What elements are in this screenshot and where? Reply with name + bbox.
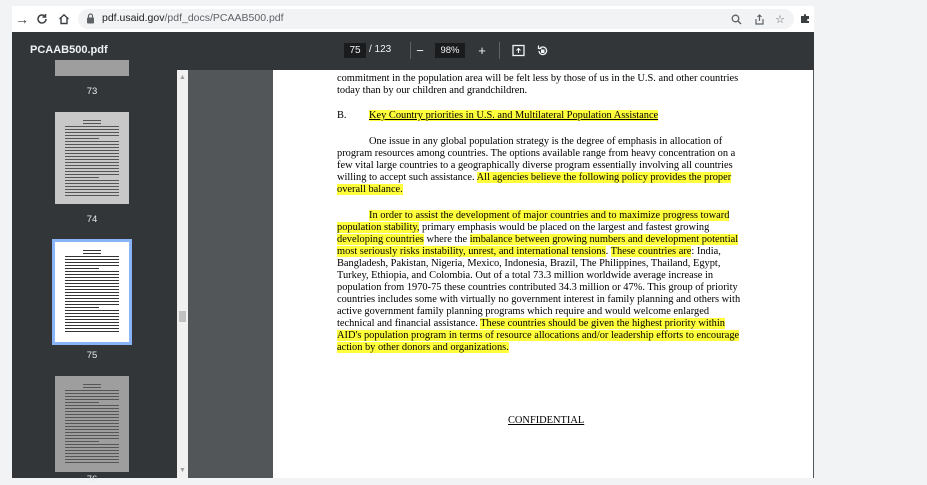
thumbnail-text-line (65, 186, 119, 187)
thumbnail-text-line (65, 283, 119, 284)
text-line: few vital large countries to a geographically diverse program essentially involving all countries (337, 160, 733, 171)
text-span: : India, (691, 246, 721, 257)
thumbnail-text-line (65, 432, 119, 433)
thumbnail-text-line (65, 331, 119, 332)
sidebar-scrollbar[interactable] (177, 70, 188, 478)
share-icon[interactable] (751, 11, 767, 27)
zoom-out-button[interactable]: − (416, 42, 424, 58)
thumbnail-text-line (65, 295, 119, 296)
highlight: imbalance between growing numbers and development potential (469, 234, 739, 245)
thumbnail-text-line (65, 298, 119, 299)
text-span: willing to accept such assistance. (337, 172, 477, 183)
text-line (369, 210, 729, 222)
thumbnail-label: 73 (86, 86, 98, 97)
thumbnail-text-line (65, 414, 119, 415)
thumbnail-text-line (65, 168, 119, 169)
thumbnail-text-line (65, 192, 119, 193)
thumbnail-text-line (65, 444, 119, 445)
text-line: Bangladesh, Pakistan, Nigeria, Mexico, Indonesia, Brazil, The Philippines, Thailand, Egypt, (337, 258, 721, 269)
thumbnail-text-line (83, 250, 101, 251)
thumbnail-text-line (83, 123, 101, 124)
thumbnail-text-line (65, 411, 119, 412)
address-bar-row (12, 6, 814, 32)
text-line (337, 172, 731, 184)
thumbnail-text-line (65, 399, 119, 400)
thumbnail-text-line (65, 262, 119, 263)
thumbnail-text-line (65, 135, 119, 136)
thumbnail-text-line (83, 384, 101, 385)
scrollbar-thumb[interactable] (179, 311, 186, 322)
thumbnail-text-line (65, 274, 119, 275)
thumbnail-text-line (65, 147, 119, 148)
thumbnail-text-line (65, 259, 119, 260)
thumbnail-text-line (83, 120, 101, 121)
thumbnail-text-line (65, 405, 119, 406)
thumbnail-text-line (65, 174, 119, 175)
thumbnail-sidebar (12, 70, 188, 485)
document-area (188, 70, 814, 478)
thumbnail-text-line (65, 438, 119, 439)
rotate-icon[interactable] (533, 41, 551, 59)
thumbnail-text-line (65, 301, 119, 302)
text-line (337, 342, 509, 354)
thumbnail-text-line (83, 253, 101, 254)
omnibox[interactable] (78, 9, 794, 29)
thumbnail-text-line (65, 265, 119, 266)
text-line (337, 246, 721, 258)
thumbnail-page-74[interactable] (55, 112, 129, 204)
thumbnail-text-line (65, 183, 119, 184)
pdf-toolbar (12, 32, 814, 70)
thumbnail-text-line (65, 144, 119, 145)
thumbnail-label: 76 (86, 474, 98, 485)
text-span: technical and financial assistance. (337, 318, 481, 329)
text-span: where the (423, 234, 470, 245)
thumbnail-label: 74 (86, 214, 98, 225)
thumbnail-text-line (65, 189, 119, 190)
thumbnail-text-line (65, 393, 119, 394)
thumbnail-text-line (65, 310, 119, 311)
thumbnail-text-line (65, 316, 119, 317)
thumbnail-text-line (65, 447, 119, 448)
text-line: population from 1970-75 these countries contributed 34.3 million or 47%. This group of priority (337, 282, 738, 293)
text-line: commitment in the population area will be felt less by those of us in the U.S. and other countries (337, 73, 739, 84)
thumbnail-page-73[interactable] (55, 60, 129, 76)
highlight: All agencies believe the following policy provides the proper (476, 172, 732, 183)
thumbnail-text-line (65, 129, 119, 130)
thumbnail-text-line (65, 292, 119, 293)
text-span: primary emphasis would be placed on the largest and fastest growing (419, 222, 710, 233)
thumbnail-text-line (65, 456, 119, 457)
home-icon[interactable] (54, 9, 74, 29)
scroll-up-icon[interactable]: ▲ (179, 74, 186, 81)
thumbnail-text-line (65, 159, 119, 160)
page-number-input[interactable]: 75 (344, 43, 366, 58)
thumbnail-text-line (65, 462, 119, 463)
pdf-page (273, 70, 813, 478)
thumbnail-text-line (65, 304, 119, 305)
highlight: These countries are (610, 246, 692, 257)
thumbnail-text-line (65, 153, 119, 154)
zoom-level-input[interactable]: 98% (435, 43, 465, 58)
pdf-viewer (12, 70, 814, 485)
text-line: today than by our children and grandchildren. (337, 85, 528, 96)
text-line (337, 318, 725, 330)
text-span: . (605, 246, 611, 257)
forward-icon[interactable]: → (15, 11, 29, 27)
extensions-puzzle-icon[interactable] (798, 11, 812, 25)
thumbnail-text-line (65, 420, 119, 421)
page-total: / 123 (369, 44, 392, 55)
thumbnail-text-line (65, 429, 119, 430)
thumbnail-text-line (65, 417, 119, 418)
text-line (337, 330, 739, 342)
thumbnail-text-line (65, 402, 99, 403)
text-line: Turkey, Ethiopia, and Colombia. Out of a total 73.3 million worldwide average increase in (337, 270, 714, 281)
thumbnail-page-76[interactable] (55, 376, 129, 472)
thumbnail-text-line (65, 280, 119, 281)
thumbnail-text-line (65, 150, 119, 151)
bookmark-star-icon[interactable]: ☆ (775, 13, 785, 26)
text-line: program resources among countries. The options available range from heavy concentration on a (337, 148, 736, 159)
thumbnail-text-line (65, 426, 119, 427)
thumbnail-label: 75 (86, 350, 98, 361)
scroll-down-icon[interactable]: ▼ (179, 467, 186, 474)
text-line: countries includes some with virtually no government interest in family planning and others with (337, 294, 741, 305)
text-line (337, 184, 403, 196)
thumbnail-text-line (65, 126, 119, 127)
thumbnail-text-line (65, 307, 99, 308)
thumbnail-text-line (65, 286, 119, 287)
thumbnail-text-line (65, 435, 119, 436)
thumbnail-text-line (65, 459, 119, 460)
text-line: active government family planning programs which require and would welcome enlarged (337, 306, 710, 317)
highlight: In order to assist the development of major countries and to maximize progress toward (369, 210, 730, 221)
thumbnail-text-line (65, 171, 119, 172)
thumbnail-text-line (65, 450, 119, 451)
text-line (337, 222, 709, 234)
highlight: most seriously risks instability, unrest, and international tensions (337, 246, 606, 257)
thumbnail-text-line (65, 453, 119, 454)
section-title (369, 110, 658, 122)
text-line: One issue in any global population strategy is the degree of emphasis in allocation of (369, 136, 723, 147)
text-line (337, 234, 738, 246)
thumbnail-text-line (65, 256, 119, 257)
thumbnail-text-line (65, 322, 119, 323)
thumbnail-text-line (65, 132, 119, 133)
thumbnail-text-line (65, 289, 119, 290)
fit-to-page-icon[interactable] (509, 41, 527, 59)
confidential-footer: CONFIDENTIAL (508, 415, 585, 426)
lock-icon[interactable] (86, 13, 95, 24)
reload-icon[interactable] (32, 9, 52, 29)
thumbnail-text-line (65, 441, 99, 442)
url-path: /pdf_docs/PCAAB500.pdf (164, 12, 284, 24)
thumbnail-text-line (65, 141, 119, 142)
thumbnail-text-line (65, 313, 119, 314)
thumbnail-text-line (65, 138, 99, 139)
thumbnail-text-line (65, 319, 119, 320)
zoom-in-button[interactable]: + (478, 42, 486, 58)
toolbar-divider (499, 42, 500, 59)
thumbnail-text-line (65, 268, 99, 269)
url-text[interactable] (102, 12, 284, 24)
highlight: overall balance. (337, 184, 403, 195)
thumbnail-text-line (65, 423, 119, 424)
highlight: population stability, (337, 222, 420, 233)
highlight: developing countries (337, 234, 424, 245)
browser-window (12, 6, 814, 485)
highlight: These countries should be given the highest priority within (480, 318, 725, 329)
thumbnail-text-line (65, 325, 119, 326)
document-title: PCAAB500.pdf (30, 44, 108, 56)
thumbnail-text-line (65, 328, 119, 329)
section-letter: B. (337, 110, 347, 121)
thumbnail-text-line (65, 390, 119, 391)
thumbnail-text-line (65, 271, 119, 272)
thumbnail-text-line (65, 195, 119, 196)
thumbnail-text-line (65, 156, 119, 157)
thumbnail-text-line (65, 177, 99, 178)
thumbnail-text-line (65, 396, 119, 397)
thumbnail-text-line (65, 162, 119, 163)
highlight: AID's population program in terms of resource allocations and/or leadership efforts to encourage (337, 330, 740, 341)
thumbnail-page-75[interactable] (55, 242, 129, 342)
zoom-magnifier-icon[interactable] (728, 11, 744, 27)
thumbnail-text-line (65, 408, 119, 409)
section-title-text: Key Country priorities in U.S. and Multilateral Population Assistance (369, 110, 659, 121)
highlight: action by other donors and organizations. (337, 342, 509, 353)
thumbnail-text-line (65, 180, 119, 181)
thumbnail-text-line (65, 165, 119, 166)
thumbnail-text-line (83, 387, 101, 388)
thumbnail-text-line (65, 277, 119, 278)
url-host: pdf.usaid.gov (102, 12, 165, 24)
